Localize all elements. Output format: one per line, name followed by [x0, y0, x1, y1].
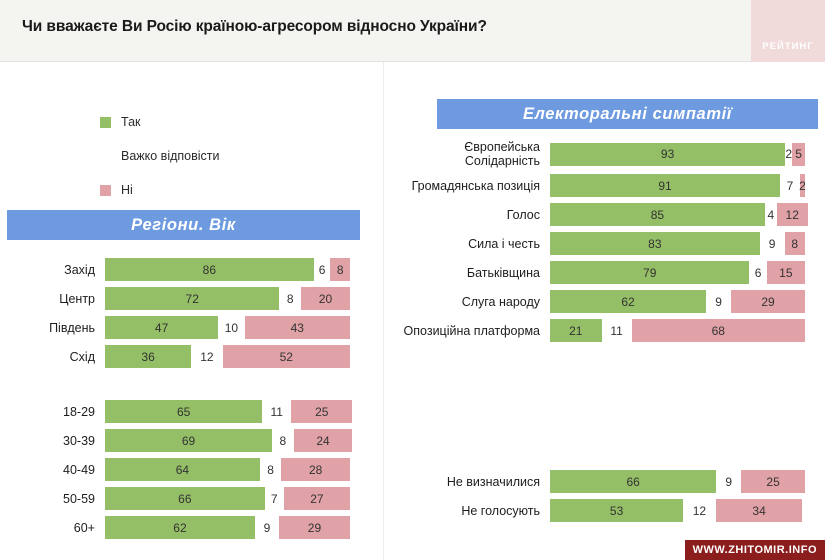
bar-segment-yes: 64: [105, 458, 262, 481]
bar-segment-no: 43: [245, 316, 350, 339]
chart-row-label: 60+: [73, 520, 95, 535]
stacked-bar: [550, 143, 805, 166]
legend-item-label: Важко відповісти: [121, 149, 220, 163]
chart-electoral: [390, 140, 820, 348]
bar-segment-yes: 53: [550, 499, 685, 522]
chart-row-label: Слуга народу: [461, 294, 540, 309]
stacked-bar: [105, 287, 350, 310]
bar-segment-hard: 9: [762, 232, 785, 255]
bar-segment-no: 8: [330, 258, 350, 281]
bar-segment-yes: 85: [550, 203, 767, 226]
chart-row-label: Голос: [506, 207, 540, 222]
bar-segment-hard: 12: [685, 499, 716, 522]
chart-row: [7, 316, 367, 339]
bar-segment-hard: 12: [193, 345, 222, 368]
chart-row: [390, 203, 820, 226]
chart-row-label: Захід: [64, 262, 95, 277]
chart-row: [7, 400, 367, 423]
vertical-divider: [383, 62, 384, 560]
legend-swatch-icon: [100, 185, 111, 196]
chart-row-label: Центр: [59, 291, 95, 306]
chart-row-label: Не визначилися: [446, 474, 540, 489]
stacked-bar: [105, 458, 350, 481]
bar-segment-yes: 62: [550, 290, 708, 313]
bar-segment-hard: 9: [257, 516, 279, 539]
bar-segment-no: 68: [632, 319, 805, 342]
bar-segment-hard: 7: [267, 487, 284, 510]
chart-row: [390, 290, 820, 313]
stacked-bar: [105, 345, 350, 368]
bar-segment-no: 29: [731, 290, 805, 313]
bar-segment-yes: 21: [550, 319, 604, 342]
bar-segment-hard: 7: [782, 174, 800, 197]
stacked-bar: [105, 487, 350, 510]
chart-row: [7, 287, 367, 310]
chart-row-label: Батьківщина: [466, 265, 540, 280]
legend-item: [100, 139, 220, 173]
chart-row-label: Опозиційна платформа: [403, 323, 540, 338]
chart-row-label: Південь: [49, 320, 95, 335]
legend-item: [100, 173, 220, 207]
bar-segment-no: 29: [279, 516, 350, 539]
chart-row-label: 18-29: [63, 404, 95, 419]
section-header-regions-label: Регіони. Вік: [131, 215, 236, 234]
stacked-bar: [550, 470, 805, 493]
chart-row: [7, 516, 367, 539]
chart-row-label: Не голосують: [461, 503, 540, 518]
chart-row: [390, 174, 820, 197]
chart-legend: [100, 105, 220, 207]
chart-row-label: 40-49: [63, 462, 95, 477]
bar-segment-yes: 83: [550, 232, 762, 255]
stacked-bar: [550, 290, 805, 313]
stacked-bar: [105, 258, 350, 281]
chart-row: [390, 140, 820, 168]
bar-segment-hard: 9: [708, 290, 731, 313]
chart-row: [7, 429, 367, 452]
bar-segment-yes: 66: [105, 487, 267, 510]
chart-ages: [7, 400, 367, 545]
stacked-bar: [105, 316, 350, 339]
bar-segment-hard: 6: [751, 261, 766, 284]
chart-row-label: 50-59: [63, 491, 95, 506]
bar-segment-no: 28: [281, 458, 350, 481]
stacked-bar: [105, 429, 352, 452]
bar-segment-yes: 79: [550, 261, 751, 284]
chart-regions: [7, 258, 367, 374]
chart-row: [390, 499, 820, 522]
legend-swatch-icon: [100, 117, 111, 128]
chart-row-label: 30-39: [63, 433, 95, 448]
source-url: WWW.ZHITOMIR.INFO: [685, 540, 825, 560]
page-title: Чи вважаєте Ви Росію країною-агресором відносно України?: [22, 18, 487, 35]
bar-segment-hard: 4: [767, 203, 777, 226]
header-bar: [0, 0, 825, 62]
chart-row-label: Громадянська позиція: [411, 178, 540, 193]
stacked-bar: [550, 261, 805, 284]
bar-segment-hard: 11: [264, 400, 291, 423]
brand-logo: [751, 0, 825, 62]
bar-segment-hard: 10: [220, 316, 245, 339]
stacked-bar: [550, 319, 805, 342]
chart-row-label: Європейська Солідарність: [464, 140, 540, 168]
legend-swatch-icon: [100, 151, 111, 162]
bar-segment-no: 25: [291, 400, 352, 423]
bar-segment-hard: 11: [604, 319, 632, 342]
section-header-electoral-label: Електоральні симпатії: [523, 104, 732, 123]
legend-item-label: Ні: [121, 183, 133, 197]
stacked-bar: [550, 232, 805, 255]
bar-segment-no: 15: [767, 261, 805, 284]
chart-row: [7, 458, 367, 481]
bar-segment-no: 52: [223, 345, 350, 368]
bar-segment-no: 27: [284, 487, 350, 510]
bar-segment-hard: 6: [316, 258, 331, 281]
section-header-electoral: [437, 99, 818, 129]
chart-row-label: Сила і честь: [468, 236, 540, 251]
bar-segment-no: 2: [800, 174, 805, 197]
section-header-regions: [7, 210, 360, 240]
bar-segment-no: 34: [716, 499, 803, 522]
chart-row: [390, 319, 820, 342]
bar-segment-yes: 47: [105, 316, 220, 339]
chart-row: [390, 470, 820, 493]
legend-item-label: Так: [121, 115, 141, 129]
bar-segment-no: 20: [301, 287, 350, 310]
chart-electoral-undecided: [390, 470, 820, 528]
stacked-bar: [550, 203, 808, 226]
bar-segment-hard: 8: [274, 429, 294, 452]
chart-row: [390, 232, 820, 255]
bar-segment-no: 24: [294, 429, 353, 452]
bar-segment-yes: 69: [105, 429, 274, 452]
bar-segment-hard: 9: [718, 470, 741, 493]
bar-segment-yes: 36: [105, 345, 193, 368]
bar-segment-yes: 65: [105, 400, 264, 423]
bar-segment-yes: 86: [105, 258, 316, 281]
bar-segment-yes: 91: [550, 174, 782, 197]
stacked-bar: [105, 516, 350, 539]
bar-segment-yes: 62: [105, 516, 257, 539]
bar-segment-no: 25: [741, 470, 805, 493]
bar-segment-hard: 8: [262, 458, 282, 481]
bar-segment-yes: 72: [105, 287, 281, 310]
brand-logo-text: РЕЙТИНГ: [762, 41, 814, 52]
chart-row: [7, 258, 367, 281]
bar-segment-hard: 8: [281, 287, 301, 310]
bar-segment-no: 12: [777, 203, 808, 226]
stacked-bar: [105, 400, 352, 423]
chart-row: [7, 487, 367, 510]
bar-segment-no: 5: [792, 143, 805, 166]
bar-segment-yes: 93: [550, 143, 787, 166]
chart-row: [7, 345, 367, 368]
bar-segment-no: 8: [785, 232, 805, 255]
chart-row: [390, 261, 820, 284]
chart-row-label: Схід: [69, 349, 95, 364]
stacked-bar: [550, 499, 802, 522]
stacked-bar: [550, 174, 805, 197]
bar-segment-yes: 66: [550, 470, 718, 493]
bar-segment-hard: 2: [787, 143, 792, 166]
legend-item: [100, 105, 220, 139]
